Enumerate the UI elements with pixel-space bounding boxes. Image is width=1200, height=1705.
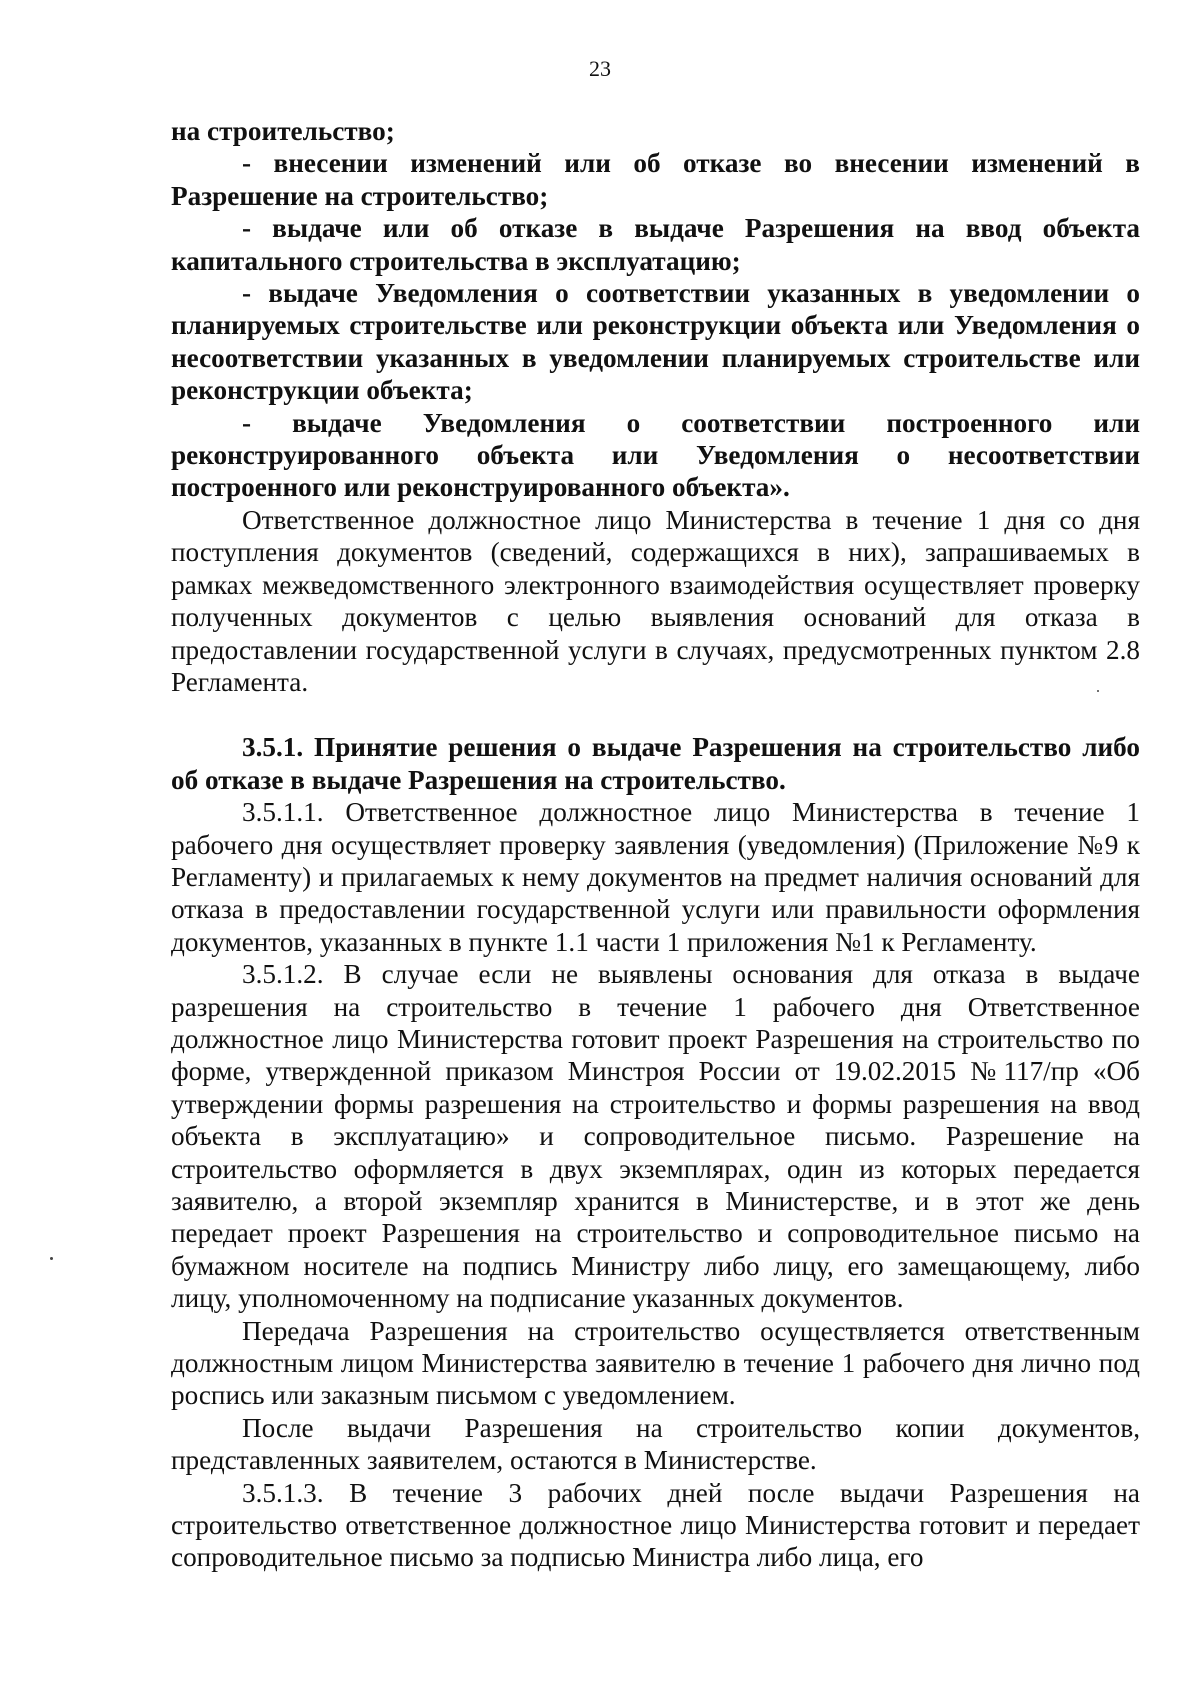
paragraph-document-copies: После выдачи Разрешения на строительство копии документов, представленных заявителем, остаются в Министерстве. — [171, 1412, 1140, 1476]
page-number: 23 — [589, 56, 611, 81]
scan-speck — [1097, 690, 1099, 692]
paragraph-continuation: на строительство; — [171, 116, 395, 146]
list-item-built-object-notice: - выдаче Уведомления о соответствии построенного или реконструированного объекта или Уведомления о несоответствии построенного или реконструированного объекта». — [171, 407, 1140, 503]
paragraph-permit-delivery: Передача Разрешения на строительство осуществляется ответственным должностным лицом Министерства заявителю в течение 1 рабочего дня лично под роспись или заказным письмом с уведомлением. — [171, 1315, 1140, 1411]
list-item-planned-construction-notice: - выдаче Уведомления о соответствии указанных в уведомлении о планируемых строительстве или реконструкции объекта или Уведомления о несоответствии указанных в уведомлении планируемых строительстве или реконструкции объекта; — [171, 278, 1140, 406]
scan-speck — [50, 1257, 53, 1260]
section-heading: 3.5.1. Принятие решения о выдаче Разрешения на строительство либо об отказе в выдаче Разрешения на строительство. — [171, 732, 1140, 795]
document-body — [171, 115, 1140, 1574]
section-spacer — [171, 698, 1140, 731]
paragraph-document-check: Ответственное должностное лицо Министерства в течение 1 дня со дня поступления документов (сведений, содержащихся в них), запрашиваемых в рамках межведомственного электронного взаимодействия осуществляет проверку полученных документов с целью выявления оснований для отказа в предоставлении государственной услуги в случаях, предусмотренных пунктом 2.8 Регламента. — [171, 504, 1140, 697]
paragraph-3-5-1-2: 3.5.1.2. В случае если не выявлены основания для отказа в выдаче разрешения на строительство в течение 1 рабочего дня Ответственное должностное лицо Министерства готовит проект Разрешения на строительство по форме, утвержденной приказом Минстроя России от 19.02.2015 №117/пр «Об утверждении формы разрешения на строительство и формы разрешения на ввод объекта в эксплуатацию» и сопроводительное письмо. Разрешение на строительство оформляется в двух экземплярах, один из которых передается заявителю, а второй экземпляр хранится в Министерстве, и в этот же день передает проект Разрешения на строительство и сопроводительное письмо на бумажном носителе на подпись Министру либо лицу, его замещающему, либо лицу, уполномоченному на подписание указанных документов. — [171, 959, 1140, 1314]
paragraph-3-5-1-3: 3.5.1.3. В течение 3 рабочих дней после выдачи Разрешения на строительство ответственное должностное лицо Министерства готовит и передает сопроводительное письмо за подписью Министра либо лица, его — [171, 1477, 1140, 1573]
list-item-amendment: - внесении изменений или об отказе во внесении изменений в Разрешение на строительство; — [171, 148, 1140, 211]
paragraph-3-5-1-1: 3.5.1.1. Ответственное должностное лицо Министерства в течение 1 рабочего дня осуществляет проверку заявления (уведомления) (Приложение №9 к Регламенту) и прилагаемых к нему документов на предмет наличия оснований для отказа в предоставлении государственной услуги или правильности оформления документов, указанных в пункте 1.1 части 1 приложения №1 к Регламенту. — [171, 797, 1140, 957]
list-item-commissioning: - выдаче или об отказе в выдаче Разрешения на ввод объекта капитального строительства в эксплуатацию; — [171, 213, 1140, 276]
